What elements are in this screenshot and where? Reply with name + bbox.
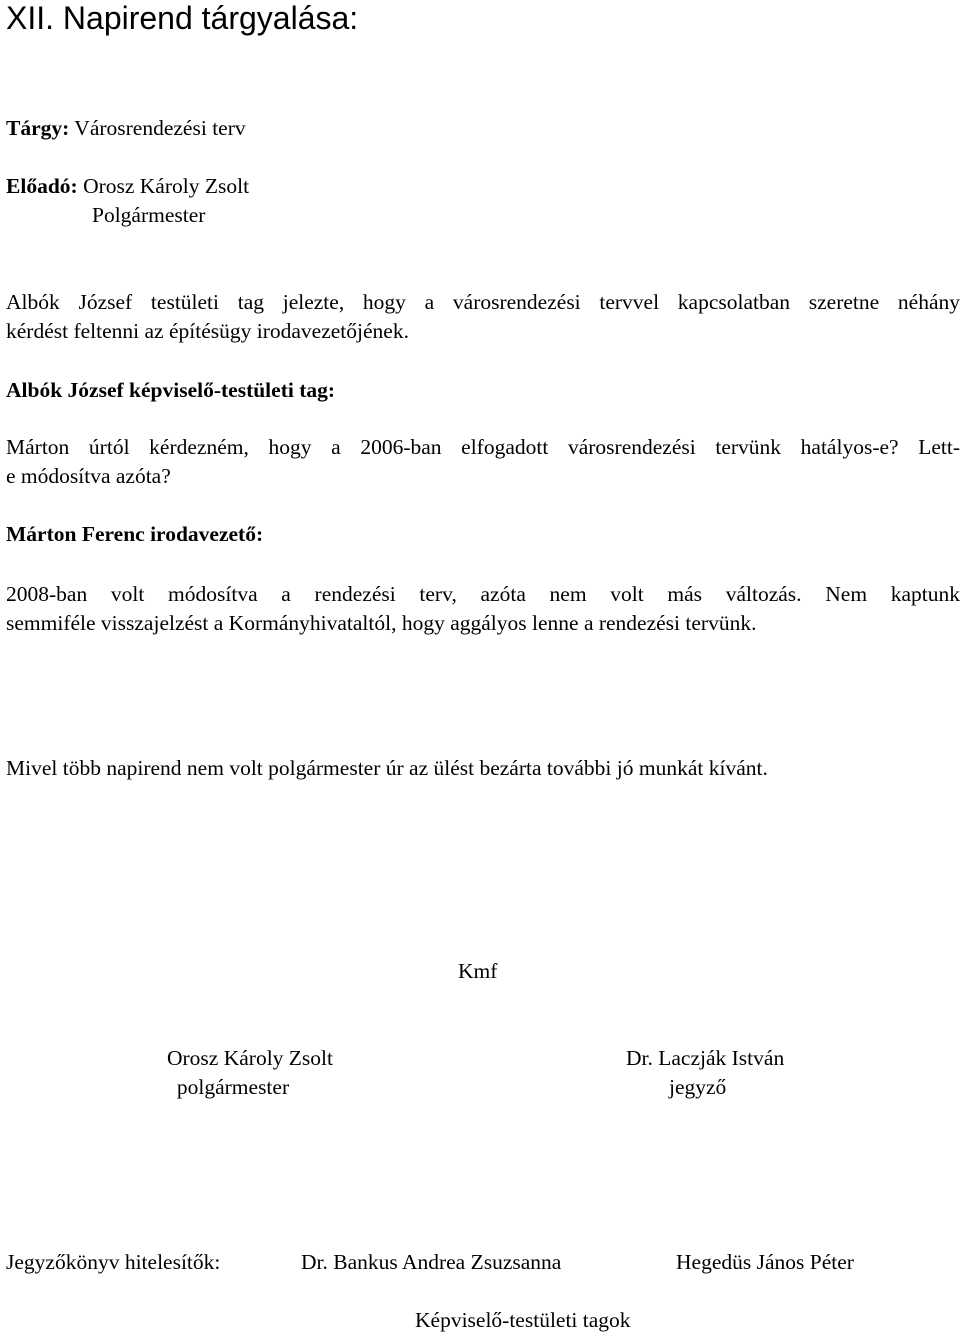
authenticators-group: Képviselő-testületi tagok: [415, 1308, 631, 1332]
speaker2-name: Márton Ferenc irodavezető:: [6, 522, 264, 546]
kmf-label: Kmf: [458, 959, 498, 983]
speaker2-line-2: semmiféle visszajelzést a Kormányhivataltól, hogy aggályos lenne a rendezési tervünk.: [6, 611, 757, 635]
presenter-name: Orosz Károly Zsolt: [83, 174, 250, 198]
signature-left-title: polgármester: [176, 1075, 290, 1099]
subject-label: Tárgy:: [6, 116, 70, 140]
signature-right-name: Dr. Laczják István: [626, 1046, 785, 1070]
speaker1-line-1: [6, 437, 960, 459]
presenter-role: Polgármester: [92, 203, 206, 227]
subject-value: Városrendezési terv: [74, 116, 246, 140]
intro-line-1: [6, 292, 960, 314]
presenter-line: [6, 176, 249, 198]
speaker1-line-2: e módosítva azóta?: [6, 464, 171, 488]
signature-left-name: Orosz Károly Zsolt: [167, 1046, 333, 1070]
speaker1-text-1: Márton úrtól kérdezném, hogy a 2006-ban elfogadott városrendezési tervünk hatályos-e? Lett-: [6, 435, 960, 459]
closing-text: Mivel több napirend nem volt polgármester úr az ülést bezárta további jó munkát kívánt.: [6, 756, 768, 780]
subject-line: [6, 118, 246, 140]
speaker2-text-1: 2008-ban volt módosítva a rendezési terv, azóta nem volt más változás. Nem kaptunk: [6, 582, 960, 606]
authenticator-2: Hegedüs János Péter: [676, 1250, 854, 1274]
speaker2-line-1: [6, 584, 960, 606]
presenter-label: Előadó:: [6, 174, 78, 198]
intro-line-2: kérdést feltenni az építésügy irodavezetőjének.: [6, 319, 409, 343]
speaker1-name: Albók József képviselő-testületi tag:: [6, 378, 336, 402]
signature-right-title: jegyző: [669, 1075, 727, 1099]
section-title: XII. Napirend tárgyalása:: [6, 0, 359, 36]
authenticator-1: Dr. Bankus Andrea Zsuzsanna: [301, 1250, 562, 1274]
authenticators-label: Jegyzőkönyv hitelesítők:: [6, 1250, 221, 1274]
intro-text-1: Albók József testületi tag jelezte, hogy a városrendezési tervvel kapcsolatban szeretne néhány: [6, 290, 960, 314]
